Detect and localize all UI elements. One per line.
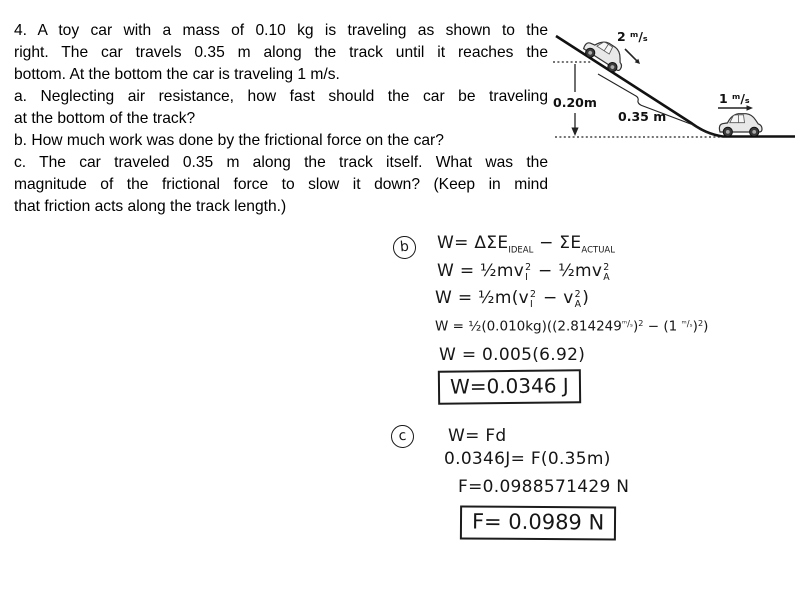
problem-part-c-line: magnitude of the frictional force to slow it down? (Keep in mind <box>14 176 548 193</box>
work-part-b <box>393 230 723 410</box>
problem-text-line: bottom. At the bottom the car is traveling 1 m/s. <box>14 66 340 83</box>
top-speed-arrow-icon <box>625 49 637 61</box>
problem-part-c-line: that friction acts along the track length.) <box>14 198 287 215</box>
problem-part-c-line: c. The car traveled 0.35 m along the track itself. What was the <box>14 154 548 171</box>
answer-box-force: F= 0.0989 N <box>460 505 616 540</box>
equation-line: W = ½m(v 2 I − v 2 A ) <box>435 288 590 311</box>
bottom-speed-label: 1 ᵐ/ₛ <box>719 91 750 106</box>
equation-line: W = 0.005(6.92) <box>439 345 586 365</box>
height-arrow-icon <box>571 128 578 137</box>
problem-statement <box>14 20 548 218</box>
equation-line: W = ½mv 2 I − ½mv 2 A <box>437 261 610 284</box>
bottom-speed-arrowhead-icon <box>747 105 754 110</box>
problem-part-a-line: at the bottom of the track? <box>14 110 196 127</box>
problem-part-b-line: b. How much work was done by the frictional force on the car? <box>14 132 444 149</box>
equation-line: $W = \frac{1}{2}(0.010kg)((2.814249^{ᵐ/_s})^2 - (1$ $^{ᵐ/_s}$)$^2$) <box>435 318 709 335</box>
track-diagram <box>545 14 800 159</box>
answer-box-work: W=0.0346 J <box>438 369 581 404</box>
part-c-circle-label: c <box>390 424 415 449</box>
height-label: 0.20m <box>553 95 597 110</box>
equation-line: 0.0346J= F(0.35m) <box>444 449 611 469</box>
top-speed-label: 2 ᵐ/ₛ <box>617 29 648 44</box>
work-part-c <box>388 422 688 552</box>
equation-line: $W= \Delta\Sigma E_{IDEAL} - \Sigma E_{ACTUAL}$ <box>437 233 615 256</box>
problem-text-line: 4. A toy car with a mass of 0.10 kg is traveling as shown to the <box>14 22 548 39</box>
toy-car-bottom-icon <box>719 114 762 137</box>
equation-line: F=0.0988571429 N <box>458 477 630 497</box>
problem-part-a-line: a. Neglecting air resistance, how fast should the car be traveling <box>14 88 548 105</box>
track-length-label: 0.35 m <box>618 109 667 124</box>
part-b-circle-label: b <box>392 235 417 260</box>
equation-line: W= Fd <box>448 426 507 446</box>
problem-text-line: right. The car travels 0.35 m along the track until it reaches the <box>14 44 548 61</box>
